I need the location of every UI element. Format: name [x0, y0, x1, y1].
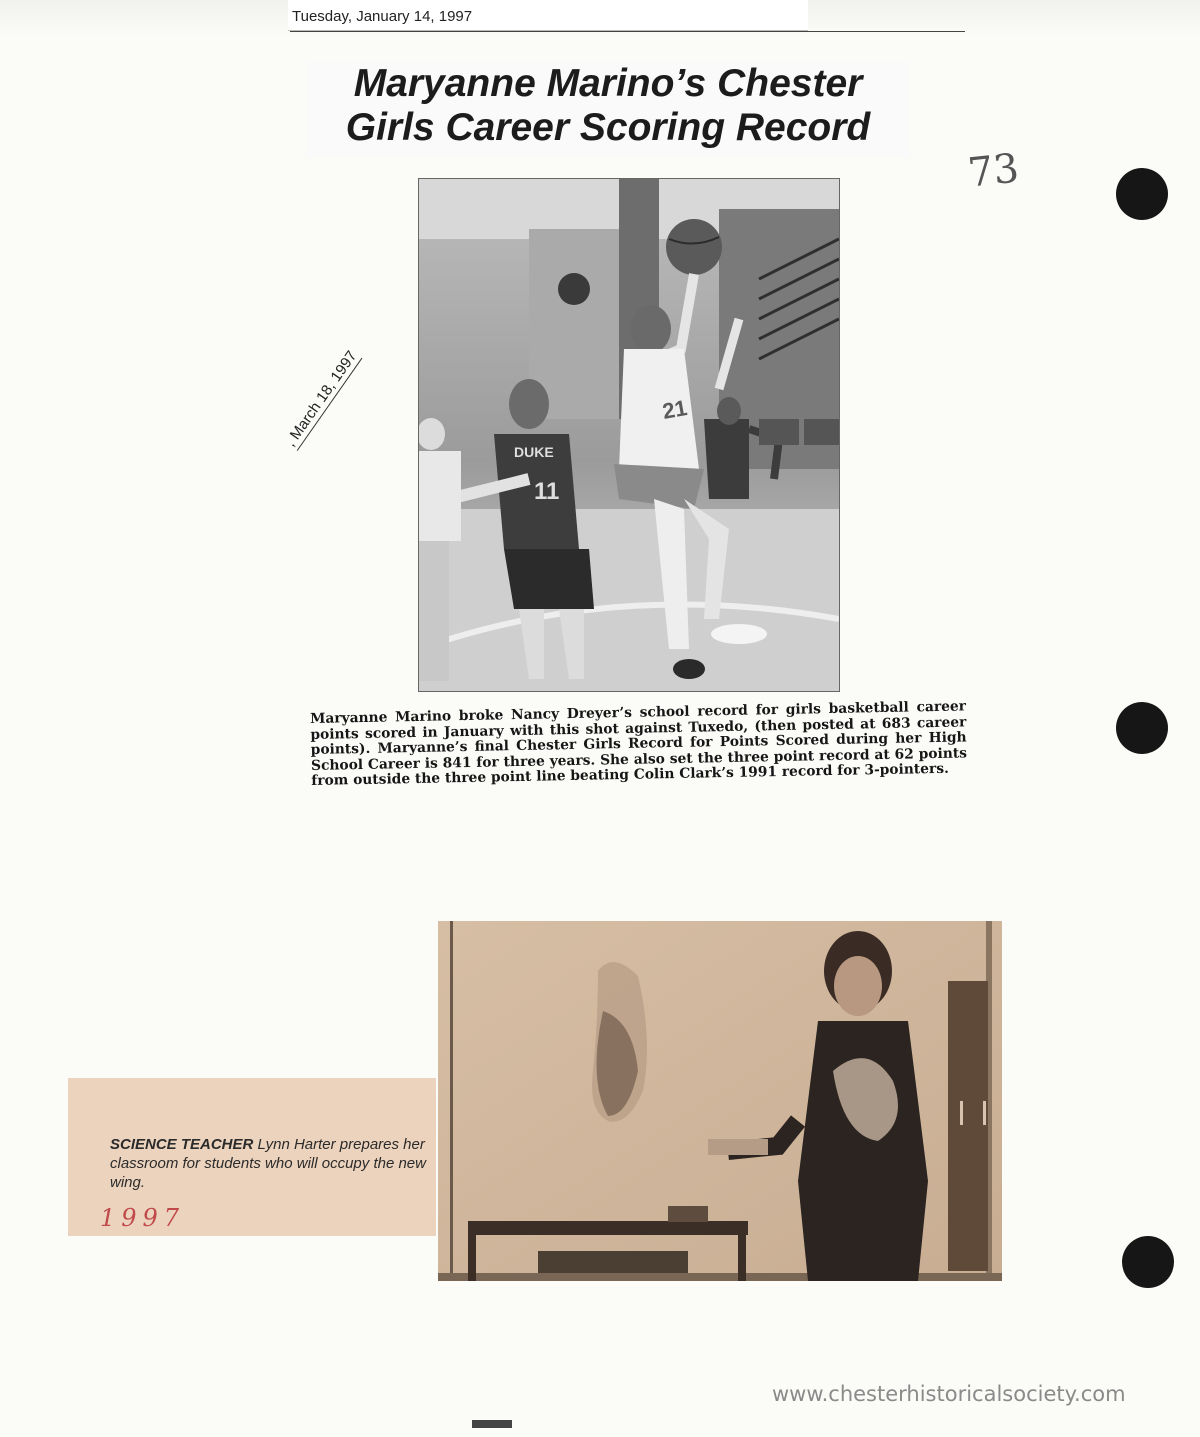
photo-caption: Maryanne Marino broke Nancy Dreyer’s school record for girls basketball career points scored in January with this shot against Tuxedo, (then posted at 683 career points). Maryanne’s final Chester Girls Record for Points Scored during her High School Career is 841 for three years. She also set the three point record at 62 points from outside the three point line beating Colin Clark’s 1991 record for 3-pointers.	[309, 698, 968, 789]
bottom-clipping-scrap	[472, 1420, 512, 1428]
headline-line-2: Girls Career Scoring Record	[345, 106, 871, 149]
caption-body: Lynn Harter prepares her classroom for students who will occupy the new wing.	[110, 1136, 426, 1191]
stamped-date: , March 18, 1997	[282, 347, 361, 450]
basketball-photo-image	[419, 179, 839, 691]
clipping-rule	[290, 31, 965, 32]
defender-jersey-number: 11	[534, 478, 560, 505]
caption-lead: SCIENCE TEACHER	[110, 1136, 254, 1153]
science-teacher-caption	[110, 1135, 430, 1192]
website-watermark: www.chesterhistoricalsociety.com	[772, 1382, 1126, 1406]
headline-line-1: Maryanne Marino’s Chester	[353, 62, 863, 105]
basketball-photo	[418, 178, 840, 692]
defender-jersey-text: DUKE	[514, 444, 554, 460]
clipping-date: Tuesday, January 14, 1997	[292, 8, 473, 25]
punch-hole-bottom	[1122, 1236, 1174, 1288]
handwritten-year: 1997	[100, 1204, 186, 1232]
handwritten-page-number: 73	[965, 145, 1022, 197]
punch-hole-top	[1116, 168, 1168, 220]
headline	[306, 62, 910, 158]
punch-hole-middle	[1116, 702, 1168, 754]
science-teacher-photo	[438, 921, 1002, 1281]
shooter-jersey-number: 21	[660, 395, 689, 424]
science-teacher-photo-image	[438, 921, 1002, 1281]
